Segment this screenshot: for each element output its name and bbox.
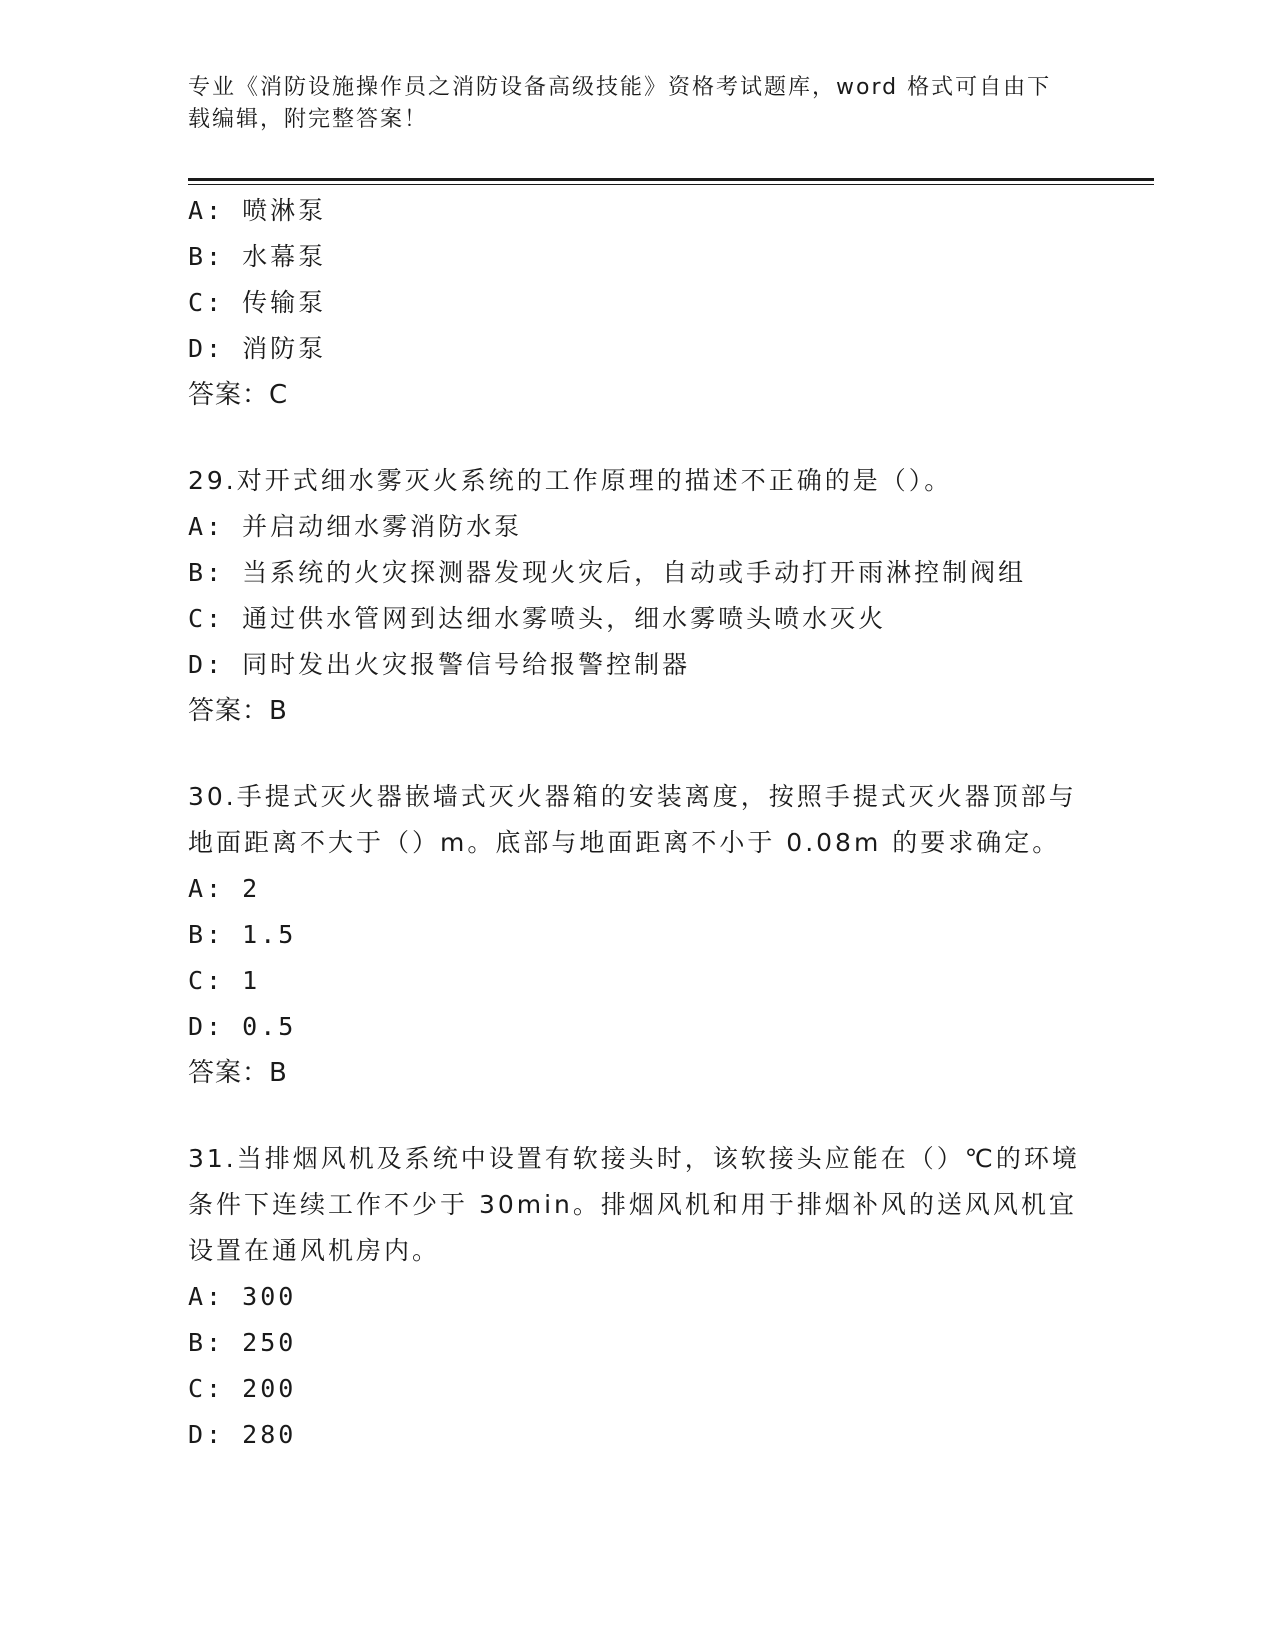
page-header: 专业《消防设施操作员之消防设备高级技能》资格考试题库，word 格式可自由下载编辑，附完整答案！ [188,75,1052,132]
option-c: C: 200 [188,1374,297,1403]
option-b: B: 水幕泵 [188,242,327,271]
option-c: C: 通过供水管网到达细水雾喷头，细水雾喷头喷水灭火 [188,604,887,633]
option-a: A: 喷淋泵 [188,196,327,225]
option-d: D: 同时发出火灾报警信号给报警控制器 [188,650,691,679]
answer-line: 答案：C [188,380,289,410]
question-list [188,188,1108,1458]
answer-line: 答案：B [188,1058,288,1088]
option-a: A: 300 [188,1282,297,1311]
option-b: B: 当系统的火灾探测器发现火灾后，自动或手动打开雨淋控制阀组 [188,558,1027,587]
option-a: A: 并启动细水雾消防水泵 [188,512,523,541]
question-block [188,774,1108,1096]
option-b: B: 1.5 [188,920,297,949]
option-d: D: 消防泵 [188,334,327,363]
question-text: 30.手提式灭火器嵌墙式灭火器箱的安装离度，按照手提式灭火器顶部与地面距离不大于（）m。底部与地面距离不小于 0.08m 的要求确定。 [188,782,1077,857]
question-block [188,1136,1108,1458]
question-block [188,458,1108,734]
answer-line: 答案：B [188,696,288,726]
header-rule-thick [188,178,1154,181]
question-text: 29.对开式细水雾灭火系统的工作原理的描述不正确的是（）。 [188,466,953,495]
option-b: B: 250 [188,1328,297,1357]
option-d: D: 0.5 [188,1012,297,1041]
option-c: C: 1 [188,966,261,995]
option-a: A: 2 [188,874,261,903]
question-text: 31.当排烟风机及系统中设置有软接头时，该软接头应能在（）℃的环境条件下连续工作不少于 30min。排烟风机和用于排烟补风的送风风机宜设置在通风机房内。 [188,1144,1080,1265]
option-c: C: 传输泵 [188,288,327,317]
header-rule-thin [188,184,1154,185]
option-d: D: 280 [188,1420,297,1449]
question-block [188,188,1108,418]
